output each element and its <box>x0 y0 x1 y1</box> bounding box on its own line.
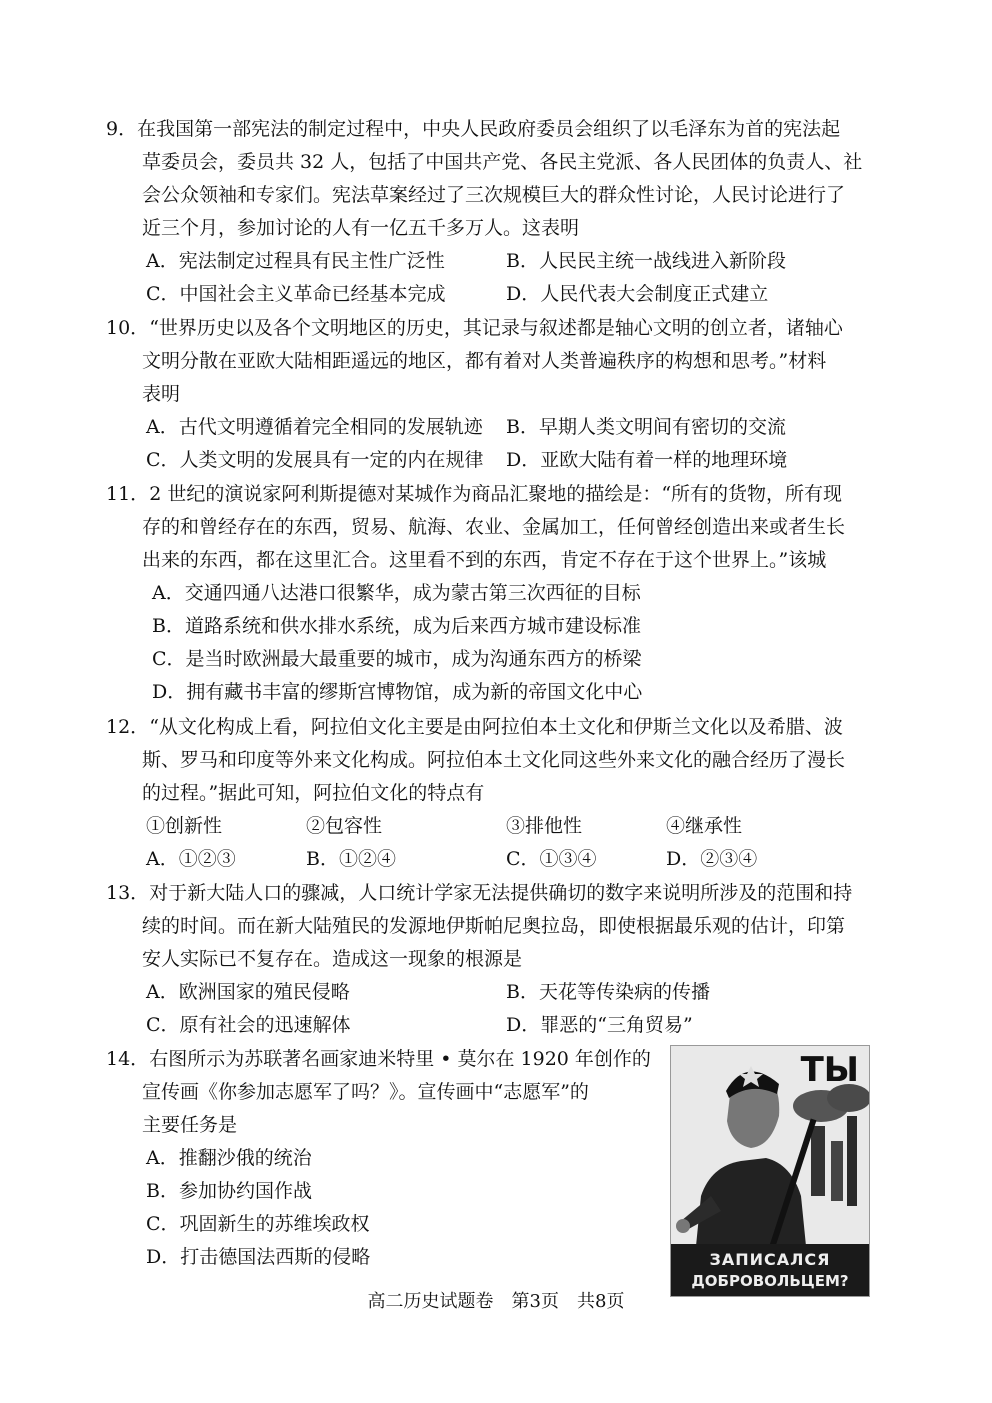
option-b[interactable]: B．参加协约国作战 <box>146 1180 312 1202</box>
question-13 <box>106 877 896 1042</box>
option-a[interactable]: A．①②③ <box>146 848 236 870</box>
option-c[interactable]: C．中国社会主义革命已经基本完成 <box>146 283 446 305</box>
question-stem-line: “世界历史以及各个文明地区的历史，其记录与叙述都是轴心文明的创立者，诸轴心 <box>149 317 843 339</box>
poster-top-text: ТЫ <box>800 1050 859 1090</box>
question-stem-line: 斯、罗马和印度等外来文化构成。阿拉伯本土文化同这些外来文化的融合经历了漫长 <box>142 749 846 771</box>
question-number: 12． <box>106 716 150 738</box>
question-stem-line: 的过程。”据此可知，阿拉伯文化的特点有 <box>142 782 485 804</box>
statement-item: ④继承性 <box>666 815 743 837</box>
question-stem-line: 续的时间。而在新大陆殖民的发源地伊斯帕尼奥拉岛，即使根据最乐观的估计，印第 <box>142 915 846 937</box>
question-stem-line: 会公众领袖和专家们。宪法草案经过了三次规模巨大的群众性讨论，人民讨论进行了 <box>142 184 846 206</box>
question-number: 14． <box>106 1048 150 1070</box>
options <box>106 577 896 709</box>
question-stem-line: 文明分散在亚欧大陆相距遥远的地区，都有着对人类普遍秩序的构想和思考。”材料 <box>142 350 827 372</box>
question-stem-line: 对于新大陆人口的骤减，人口统计学家无法提供确切的数字来说明所涉及的范围和持 <box>149 882 853 904</box>
question-stem-line: 右图所示为苏联著名画家迪米特里 • 莫尔在 1920 年创作的 <box>149 1048 651 1070</box>
poster-bottom-text-2: ДОБРОВОЛЬЦЕМ? <box>691 1272 849 1290</box>
statement-item: ①创新性 <box>146 815 223 837</box>
option-a[interactable]: A．宪法制定过程具有民主性广泛性 <box>146 250 445 272</box>
option-b[interactable]: B．人民民主统一战线进入新阶段 <box>506 250 786 272</box>
question-stem-line: 存的和曾经存在的东西，贸易、航海、农业、金属加工，任何曾经创造出来或者生长 <box>142 516 846 538</box>
question-stem-line: 宣传画《你参加志愿军了吗？》。宣传画中“志愿军”的 <box>142 1081 589 1103</box>
option-a[interactable]: A．古代文明遵循着完全相同的发展轨迹 <box>146 416 483 438</box>
question-stem-line: 近三个月，参加讨论的人有一亿五千多万人。这表明 <box>142 217 580 239</box>
option-c[interactable]: C．原有社会的迅速解体 <box>146 1014 351 1036</box>
option-c[interactable]: C．是当时欧洲最大最重要的城市，成为沟通东西方的桥梁 <box>152 648 642 670</box>
option-a[interactable]: A．交通四通八达港口很繁华，成为蒙古第三次西征的目标 <box>152 582 641 604</box>
question-stem-line: 草委员会，委员共 32 人，包括了中国共产党、各民主党派、各人民团体的负责人、社 <box>142 151 863 173</box>
option-c[interactable]: C．巩固新生的苏维埃政权 <box>146 1213 370 1235</box>
option-d[interactable]: D．拥有藏书丰富的缪斯宫博物馆，成为新的帝国文化中心 <box>152 681 643 703</box>
question-number: 13． <box>106 882 150 904</box>
options <box>106 1142 666 1274</box>
question-14 <box>106 1043 666 1274</box>
option-b[interactable]: B．道路系统和供水排水系统，成为后来西方城市建设标准 <box>152 615 641 637</box>
options <box>106 245 896 311</box>
propaganda-poster-image <box>670 1045 870 1297</box>
question-number: 9． <box>106 118 138 140</box>
option-b[interactable]: B．①②④ <box>306 848 396 870</box>
option-d[interactable]: D．②③④ <box>666 848 758 870</box>
statement-items <box>106 810 896 843</box>
question-9 <box>106 113 896 311</box>
option-a[interactable]: A．推翻沙俄的统治 <box>146 1147 312 1169</box>
option-b[interactable]: B．早期人类文明间有密切的交流 <box>506 416 786 438</box>
poster-bottom-text-1: ЗАПИСАЛСЯ <box>709 1250 831 1269</box>
options <box>106 976 896 1042</box>
question-stem-line: 主要任务是 <box>142 1114 238 1136</box>
question-11 <box>106 478 896 709</box>
options <box>106 843 896 876</box>
option-a[interactable]: A．欧洲国家的殖民侵略 <box>146 981 350 1003</box>
page-footer: 高二历史试题卷 第3页 共8页 <box>367 1291 625 1312</box>
option-d[interactable]: D．人民代表大会制度正式建立 <box>506 283 769 305</box>
question-10 <box>106 312 896 477</box>
options <box>106 411 896 477</box>
question-number: 11． <box>106 483 150 505</box>
option-d[interactable]: D．打击德国法西斯的侵略 <box>146 1246 371 1268</box>
question-stem-line: 2 世纪的演说家阿利斯提德对某城作为商品汇聚地的描绘是：“所有的货物，所有现 <box>149 483 843 505</box>
option-d[interactable]: D．罪恶的“三角贸易” <box>506 1014 693 1036</box>
option-c[interactable]: C．人类文明的发展具有一定的内在规律 <box>146 449 484 471</box>
statement-item: ③排他性 <box>506 815 583 837</box>
option-c[interactable]: C．①③④ <box>506 848 597 870</box>
question-stem-line: 安人实际已不复存在。造成这一现象的根源是 <box>142 948 523 970</box>
question-stem-line: “从文化构成上看，阿拉伯文化主要是由阿拉伯本土文化和伊斯兰文化以及希腊、波 <box>149 716 843 738</box>
question-number: 10． <box>106 317 150 339</box>
question-12 <box>106 711 896 876</box>
statement-item: ②包容性 <box>306 815 383 837</box>
option-d[interactable]: D．亚欧大陆有着一样的地理环境 <box>506 449 788 471</box>
question-stem-line: 在我国第一部宪法的制定过程中，中央人民政府委员会组织了以毛泽东为首的宪法起 <box>137 118 841 140</box>
question-stem-line: 表明 <box>142 383 181 405</box>
question-stem-line: 出来的东西，都在这里汇合。这里看不到的东西，肯定不存在于这个世界上。”该城 <box>142 549 827 571</box>
option-b[interactable]: B．天花等传染病的传播 <box>506 981 710 1003</box>
